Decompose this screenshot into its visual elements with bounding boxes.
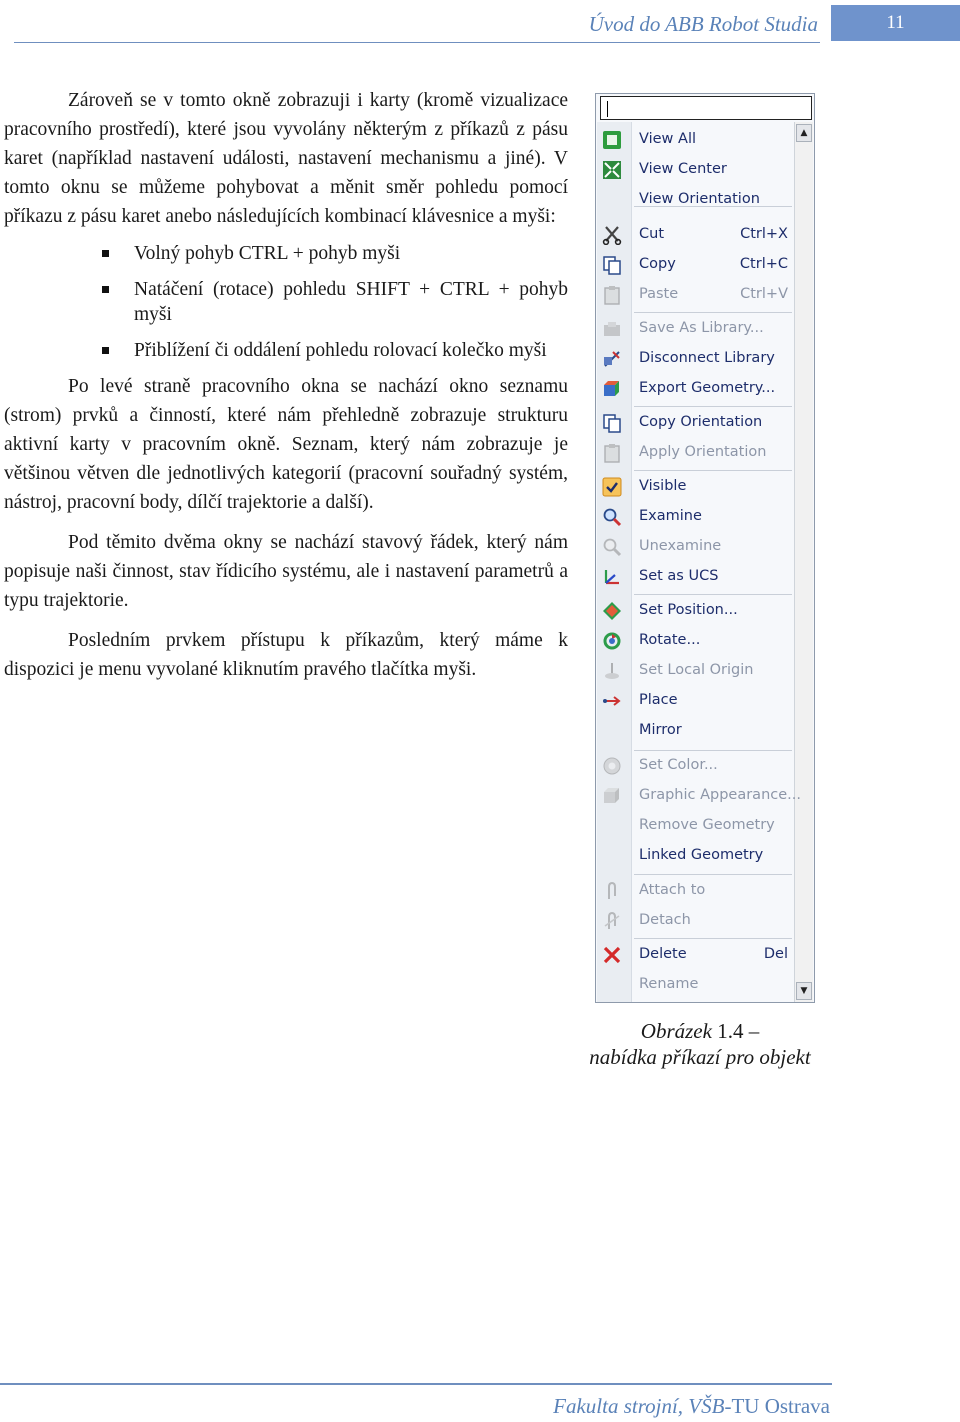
- view-center-icon: [602, 160, 622, 180]
- attach-icon: [602, 881, 622, 901]
- menu-item-set-position[interactable]: Set Position...: [596, 598, 796, 624]
- menu-item-view-orientation[interactable]: View Orientation: [639, 191, 760, 207]
- context-menu: [595, 93, 815, 1003]
- checkmark-icon: [602, 477, 622, 497]
- menu-item-examine[interactable]: Examine: [596, 504, 796, 530]
- caption-dash: –: [748, 1019, 760, 1043]
- disconnect-library-icon: [602, 349, 622, 369]
- ucs-icon: [602, 567, 622, 587]
- menu-separator: [634, 874, 792, 875]
- bullet-list: [4, 241, 568, 363]
- caption-text: nabídka příkazí pro objekt: [589, 1045, 811, 1069]
- menu-item-visible[interactable]: Visible: [596, 474, 796, 500]
- menu-item-detach[interactable]: Detach: [596, 908, 796, 934]
- rotate-icon: [602, 631, 622, 651]
- paste-icon: [602, 285, 622, 305]
- copy-orientation-icon: [602, 413, 622, 433]
- menu-separator: [634, 938, 792, 939]
- body-column: [4, 86, 568, 684]
- menu-item-copy[interactable]: Copy Ctrl+C: [596, 252, 796, 278]
- menu-item-place[interactable]: Place: [596, 688, 796, 714]
- paragraph-2: Po levé straně pracovního okna se nachází okno seznamu (strom) prvků a činností, které nám přehledně zobrazuje strukturu aktivní karty v pracovním okně. Seznam, který nám zobrazuje je většinou větven dle jednotlivých kategorií (pracovní souřadný systém, nástroj, pracovní body, dílčí trajektorie a další).: [4, 376, 568, 513]
- bullet-marker: [102, 347, 109, 354]
- graphic-appearance-icon: [602, 786, 622, 806]
- scroll-down-icon[interactable]: ▼: [796, 982, 812, 1000]
- paragraph-4: Posledním prvkem přístupu k příkazům, který máme k dispozici je menu vyvolané kliknutím pravého tlačítka myši.: [4, 630, 568, 680]
- examine-icon: [602, 507, 622, 527]
- footer-rule: [0, 1383, 832, 1385]
- menu-separator: [634, 312, 792, 313]
- copy-icon: [602, 255, 622, 275]
- paragraph-3: Pod těmito dvěma okny se nachází stavový řádek, který nám popisuje naši činnost, stav řídicího systému, ale i nastavení parametrů a typu trajektorie.: [4, 532, 568, 611]
- caption-line-1: [575, 1018, 825, 1044]
- menu-item-mirror[interactable]: Mirror: [639, 722, 682, 738]
- menu-item-rotate[interactable]: Rotate...: [596, 628, 796, 654]
- bullet-marker: [102, 286, 109, 293]
- menu-item-set-color[interactable]: Set Color...: [596, 753, 796, 779]
- bullet-item: Volný pohyb CTRL + pohyb myši: [4, 241, 568, 266]
- delete-icon: [602, 945, 622, 965]
- menu-item-save-as-library[interactable]: Save As Library...: [596, 316, 796, 342]
- header-rule: [14, 42, 820, 43]
- footer: [553, 1394, 830, 1419]
- scissors-icon: [602, 225, 622, 245]
- color-icon: [602, 756, 622, 776]
- local-origin-icon: [602, 661, 622, 681]
- caption-line-2: [575, 1044, 825, 1070]
- save-library-icon: [602, 319, 622, 339]
- menu-item-disconnect-library[interactable]: Disconnect Library: [596, 346, 796, 372]
- menu-item-attach-to[interactable]: Attach to: [596, 878, 796, 904]
- unexamine-icon: [602, 537, 622, 557]
- figure-caption: [575, 1018, 825, 1070]
- page-number: 11: [831, 5, 960, 41]
- menu-item-remove-geometry[interactable]: Remove Geometry: [639, 817, 775, 833]
- menu-item-unexamine[interactable]: Unexamine: [596, 534, 796, 560]
- bullet-item: Přiblížení či oddálení pohledu rolovací kolečko myši: [4, 338, 568, 363]
- menu-item-linked-geometry[interactable]: Linked Geometry: [639, 847, 764, 863]
- menu-item-cut[interactable]: Cut Ctrl+X: [596, 222, 796, 248]
- menu-item-rename[interactable]: Rename: [639, 976, 699, 992]
- menu-separator: [634, 406, 792, 407]
- bullet-marker: [102, 250, 109, 257]
- bullet-item: Natáčení (rotace) pohledu SHIFT + CTRL + pohyb myši: [4, 277, 568, 327]
- caption-number: 1.4: [717, 1019, 744, 1043]
- detach-icon: [602, 911, 622, 931]
- menu-item-graphic-appearance[interactable]: Graphic Appearance...: [596, 783, 796, 809]
- export-geometry-icon: [602, 379, 622, 399]
- menu-item-copy-orientation[interactable]: Copy Orientation: [596, 410, 796, 436]
- menu-item-set-local-origin[interactable]: Set Local Origin: [596, 658, 796, 684]
- menu-separator: [634, 750, 792, 751]
- menu-item-export-geometry[interactable]: Export Geometry...: [596, 376, 796, 402]
- paragraph-1: Zároveň se v tomto okně zobrazuji i karty (kromě vizualizace pracovního prostředí), které jsou vyvolány některým z příkazů z pásu karet (například nastavení události, nastavení mechanismu a jiné). V tomto oknu se můžeme pohybovat a měnit směr pohledu pomocí příkazu z pásu karet anebo následujících kombinací klávesnice a myši:: [4, 90, 568, 227]
- menu-item-view-center[interactable]: View Center: [596, 157, 796, 183]
- running-header-title: Úvod do ABB Robot Studia: [588, 12, 818, 36]
- menu-item-delete[interactable]: Delete Del: [596, 942, 796, 968]
- menu-item-apply-orientation[interactable]: Apply Orientation: [596, 440, 796, 466]
- footer-faculty: Fakulta strojní, VŠB: [553, 1394, 725, 1418]
- caption-label: Obrázek: [640, 1019, 712, 1043]
- text-cursor: [607, 101, 608, 117]
- set-position-icon: [602, 601, 622, 621]
- menu-item-view-all[interactable]: View All: [596, 127, 796, 153]
- view-all-icon: [602, 130, 622, 150]
- place-icon: [602, 691, 622, 711]
- menu-item-set-as-ucs[interactable]: Set as UCS: [596, 564, 796, 590]
- menu-search-input[interactable]: [600, 96, 812, 120]
- apply-orientation-icon: [602, 443, 622, 463]
- menu-separator: [634, 594, 792, 595]
- menu-separator: [634, 470, 792, 471]
- scroll-up-icon[interactable]: ▲: [796, 124, 812, 142]
- menu-scrollbar[interactable]: [794, 122, 813, 1002]
- menu-item-paste[interactable]: Paste Ctrl+V: [596, 282, 796, 308]
- footer-university: -TU Ostrava: [724, 1394, 830, 1418]
